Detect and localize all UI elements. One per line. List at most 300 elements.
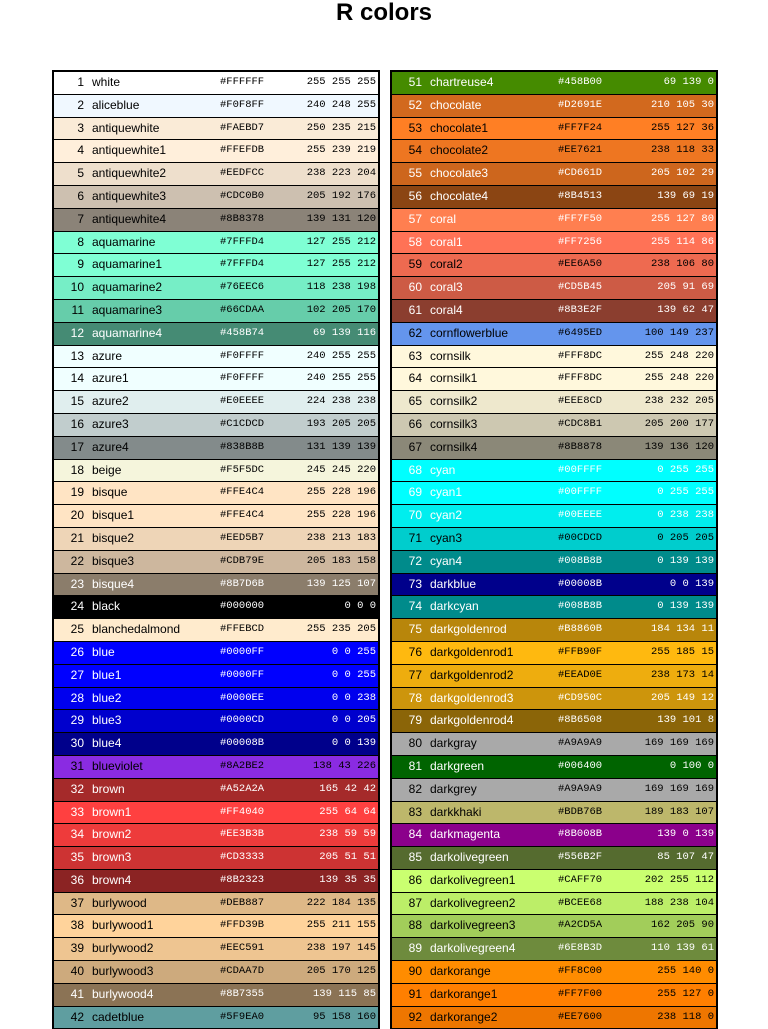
color-number: 29 — [70, 713, 84, 728]
color-hex: #CDC8B1 — [558, 417, 603, 430]
color-name: blue1 — [92, 667, 122, 682]
color-rgb: 205 149 12 — [650, 691, 714, 704]
color-hex: #76EEC6 — [220, 281, 265, 294]
color-rgb: 0 0 205 — [331, 714, 376, 727]
color-rgb: 255 127 36 — [650, 121, 714, 134]
color-row — [392, 163, 716, 185]
color-number: 34 — [70, 827, 84, 842]
color-hex: #0000FF — [220, 645, 265, 658]
color-rgb: 240 248 255 — [306, 98, 376, 111]
color-row — [392, 893, 716, 915]
color-hex: #F0FFFF — [220, 349, 265, 362]
color-rgb: 169 169 169 — [644, 737, 714, 750]
color-number: 19 — [70, 485, 84, 500]
color-hex: #FF8C00 — [558, 965, 603, 978]
color-rgb: 245 245 220 — [306, 463, 376, 476]
color-hex: #00CDCD — [558, 531, 603, 544]
color-hex: #458B00 — [558, 76, 603, 88]
color-row — [392, 779, 716, 801]
color-rgb: 255 140 0 — [657, 965, 714, 978]
color-hex: #BDB76B — [558, 805, 603, 818]
color-name: chocolate4 — [430, 188, 489, 203]
color-name: chocolate — [430, 97, 482, 112]
color-row — [392, 95, 716, 117]
color-row — [54, 574, 378, 596]
color-row — [54, 870, 378, 892]
color-number: 87 — [408, 895, 422, 910]
color-number: 55 — [408, 166, 422, 181]
color-number: 54 — [408, 143, 422, 158]
color-number: 62 — [408, 325, 422, 340]
color-number: 25 — [70, 622, 84, 637]
color-rgb: 0 205 205 — [657, 531, 714, 544]
color-number: 89 — [408, 941, 422, 956]
color-rgb: 0 0 139 — [331, 737, 376, 750]
color-name: cyan1 — [430, 485, 463, 500]
color-hex: #B8860B — [558, 623, 603, 636]
color-hex: #FF4040 — [220, 805, 265, 818]
color-rgb: 238 106 80 — [650, 258, 714, 271]
color-number: 42 — [70, 1009, 84, 1024]
color-hex: #00FFFF — [558, 486, 603, 499]
color-hex: #F0F8FF — [220, 98, 265, 111]
color-hex: #CDC0B0 — [220, 189, 265, 202]
color-row — [392, 710, 716, 732]
color-rgb: 127 255 212 — [306, 258, 376, 271]
color-hex: #EEC591 — [220, 942, 265, 955]
color-rgb: 224 238 238 — [306, 395, 376, 408]
color-name: azure1 — [92, 371, 129, 386]
color-name: aquamarine3 — [92, 302, 163, 317]
color-hex: #A52A2A — [220, 782, 265, 795]
color-rgb: 110 139 61 — [650, 942, 714, 955]
color-row — [392, 72, 716, 94]
color-name: blue — [92, 644, 115, 659]
color-number: 15 — [70, 394, 84, 409]
color-number: 26 — [70, 644, 84, 659]
color-rgb: 255 239 219 — [306, 144, 376, 157]
color-number: 73 — [408, 576, 422, 591]
color-rgb: 202 255 112 — [644, 873, 714, 886]
color-name: blue3 — [92, 713, 122, 728]
color-row — [392, 961, 716, 983]
color-rgb: 205 170 125 — [306, 965, 376, 978]
color-name: cornsilk4 — [430, 439, 478, 454]
color-number: 23 — [70, 576, 84, 591]
color-row — [392, 505, 716, 527]
color-rgb: 69 139 0 — [663, 76, 714, 88]
color-row — [54, 209, 378, 231]
color-hex: #EEDFCC — [220, 167, 265, 180]
color-name: cyan3 — [430, 530, 463, 545]
color-rgb: 0 0 238 — [331, 691, 376, 704]
color-hex: #CD3333 — [220, 851, 265, 864]
color-rgb: 118 238 198 — [306, 281, 376, 294]
color-hex: #6495ED — [558, 326, 603, 339]
color-row — [392, 300, 716, 322]
color-rgb: 193 205 205 — [306, 417, 376, 430]
color-name: antiquewhite1 — [92, 143, 167, 158]
color-rgb: 188 238 104 — [644, 896, 714, 909]
color-hex: #458B74 — [220, 326, 265, 339]
color-rgb: 139 0 139 — [657, 828, 714, 841]
color-row — [54, 323, 378, 345]
color-number: 58 — [408, 234, 422, 249]
color-row — [392, 460, 716, 482]
color-row — [54, 710, 378, 732]
color-name: aquamarine1 — [92, 257, 163, 272]
color-row — [392, 346, 716, 368]
color-name: chocolate1 — [430, 120, 489, 135]
color-name: antiquewhite — [92, 120, 160, 135]
color-name: darkolivegreen4 — [430, 941, 516, 956]
color-name: white — [92, 75, 121, 89]
color-row — [392, 323, 716, 345]
color-number: 39 — [70, 941, 84, 956]
color-row — [54, 232, 378, 254]
color-hex: #8B6508 — [558, 714, 603, 727]
color-number: 40 — [70, 964, 84, 979]
color-number: 17 — [70, 439, 84, 454]
color-number: 92 — [408, 1009, 422, 1024]
color-number: 24 — [70, 599, 84, 614]
color-hex: #66CDAA — [220, 303, 265, 316]
color-number: 9 — [77, 257, 84, 272]
color-name: coral4 — [430, 302, 463, 317]
color-hex: #C1CDCD — [220, 417, 265, 430]
color-hex: #FAEBD7 — [220, 121, 265, 134]
color-row — [54, 391, 378, 413]
color-number: 31 — [70, 758, 84, 773]
color-number: 78 — [408, 690, 422, 705]
color-name: burlywood2 — [92, 941, 154, 956]
color-rgb: 131 139 139 — [306, 440, 376, 453]
color-number: 20 — [70, 508, 84, 523]
color-row — [54, 802, 378, 824]
color-name: darkgoldenrod — [430, 622, 507, 637]
color-hex: #00008B — [558, 577, 603, 590]
color-rgb: 0 100 0 — [669, 759, 714, 772]
color-name: cornsilk3 — [430, 416, 478, 431]
color-rgb: 255 255 255 — [306, 76, 376, 88]
color-hex: #8B8878 — [558, 440, 603, 453]
color-hex: #008B8B — [558, 554, 603, 567]
color-number: 56 — [408, 188, 422, 203]
color-rgb: 0 255 255 — [657, 463, 714, 476]
color-name: coral3 — [430, 280, 463, 295]
color-hex: #0000FF — [220, 668, 265, 681]
color-rgb: 169 169 169 — [644, 782, 714, 795]
color-hex: #EE7600 — [558, 1010, 603, 1023]
color-number: 1 — [77, 75, 84, 89]
color-row — [392, 254, 716, 276]
color-hex: #006400 — [558, 759, 603, 772]
color-number: 27 — [70, 667, 84, 682]
color-rgb: 139 62 47 — [657, 303, 714, 316]
color-name: coral1 — [430, 234, 463, 249]
color-number: 35 — [70, 850, 84, 865]
color-name: brown4 — [92, 872, 132, 887]
color-number: 91 — [408, 986, 422, 1001]
color-number: 21 — [70, 530, 84, 545]
color-number: 67 — [408, 439, 422, 454]
color-name: blanchedalmond — [92, 622, 181, 637]
color-rgb: 0 0 255 — [331, 668, 376, 681]
color-row — [392, 277, 716, 299]
color-name: blue4 — [92, 736, 122, 751]
color-hex: #EED5B7 — [220, 531, 265, 544]
color-number: 18 — [70, 462, 84, 477]
color-hex: #F5F5DC — [220, 463, 265, 476]
color-row — [54, 437, 378, 459]
color-name: coral — [430, 211, 457, 226]
color-rgb: 189 183 107 — [644, 805, 714, 818]
color-hex: #7FFFD4 — [220, 258, 265, 271]
color-number: 63 — [408, 348, 422, 363]
color-hex: #8B3E2F — [558, 303, 603, 316]
color-name: brown2 — [92, 827, 132, 842]
color-table-right — [390, 70, 718, 1029]
color-rgb: 238 223 204 — [306, 167, 376, 180]
color-hex: #0000EE — [220, 691, 265, 704]
color-number: 66 — [408, 416, 422, 431]
color-number: 71 — [408, 530, 422, 545]
color-name: brown3 — [92, 850, 132, 865]
color-row — [54, 733, 378, 755]
color-row — [392, 756, 716, 778]
color-name: bisque3 — [92, 553, 135, 568]
color-row — [54, 984, 378, 1006]
color-number: 64 — [408, 371, 422, 386]
color-name: bisque2 — [92, 530, 135, 545]
color-hex: #FFE4C4 — [220, 486, 265, 499]
color-name: azure3 — [92, 416, 129, 431]
color-number: 14 — [70, 371, 84, 386]
color-name: darkolivegreen3 — [430, 918, 516, 933]
color-name: cornsilk2 — [430, 394, 478, 409]
color-hex: #FFE4C4 — [220, 509, 265, 522]
color-hex: #7FFFD4 — [220, 235, 265, 248]
color-name: aquamarine — [92, 234, 156, 249]
color-name: aquamarine4 — [92, 325, 163, 340]
color-number: 82 — [408, 781, 422, 796]
color-number: 68 — [408, 462, 422, 477]
color-hex: #D2691E — [558, 98, 603, 111]
color-number: 61 — [408, 302, 422, 317]
color-hex: #FFEFDB — [220, 144, 265, 157]
color-hex: #FFF8DC — [558, 349, 603, 362]
color-number: 4 — [77, 143, 84, 158]
color-hex: #FF7F24 — [558, 121, 603, 134]
color-row — [392, 437, 716, 459]
color-hex: #FF7256 — [558, 235, 603, 248]
color-rgb: 255 127 0 — [657, 987, 714, 1000]
color-row — [54, 1007, 378, 1029]
color-hex: #A9A9A9 — [558, 737, 603, 750]
color-name: bisque — [92, 485, 128, 500]
color-hex: #CDAA7D — [220, 965, 265, 978]
color-name: black — [92, 599, 121, 614]
color-name: blue2 — [92, 690, 122, 705]
color-rgb: 255 235 205 — [306, 623, 376, 636]
color-rgb: 205 200 177 — [644, 417, 714, 430]
color-hex: #FF7F50 — [558, 212, 603, 225]
color-rgb: 205 102 29 — [650, 167, 714, 180]
color-row — [392, 688, 716, 710]
color-number: 10 — [70, 280, 84, 295]
color-rgb: 0 139 139 — [657, 554, 714, 567]
color-number: 72 — [408, 553, 422, 568]
color-rgb: 205 192 176 — [306, 189, 376, 202]
color-rgb: 205 51 51 — [319, 851, 376, 864]
color-number: 38 — [70, 918, 84, 933]
color-row — [54, 596, 378, 618]
color-number: 59 — [408, 257, 422, 272]
color-name: darkkhaki — [430, 804, 482, 819]
color-hex: #CAFF70 — [558, 873, 603, 886]
color-row — [392, 140, 716, 162]
color-hex: #FFB90F — [558, 645, 603, 658]
color-number: 75 — [408, 622, 422, 637]
color-name: antiquewhite2 — [92, 166, 167, 181]
color-number: 36 — [70, 872, 84, 887]
color-number: 86 — [408, 872, 422, 887]
color-rgb: 162 205 90 — [650, 919, 714, 932]
color-name: burlywood4 — [92, 986, 154, 1001]
color-number: 33 — [70, 804, 84, 819]
color-rgb: 95 158 160 — [312, 1010, 376, 1023]
color-hex: #8B2323 — [220, 873, 265, 886]
color-number: 52 — [408, 97, 422, 112]
color-rgb: 139 136 120 — [644, 440, 714, 453]
color-hex: #00008B — [220, 737, 265, 750]
color-number: 5 — [77, 166, 84, 181]
color-hex: #0000CD — [220, 714, 265, 727]
page-title: R colors — [335, 0, 433, 26]
color-number: 79 — [408, 713, 422, 728]
color-row — [54, 163, 378, 185]
color-rgb: 165 42 42 — [319, 782, 376, 795]
color-rgb: 0 238 238 — [657, 509, 714, 522]
color-name: darkolivegreen — [430, 850, 509, 865]
color-rgb: 85 107 47 — [657, 851, 714, 864]
color-name: antiquewhite4 — [92, 211, 167, 226]
color-rgb: 184 134 11 — [650, 623, 714, 636]
color-number: 6 — [77, 188, 84, 203]
color-row — [392, 368, 716, 390]
color-row — [54, 277, 378, 299]
color-rgb: 139 35 35 — [319, 873, 376, 886]
color-hex: #8A2BE2 — [220, 759, 265, 772]
color-row — [54, 460, 378, 482]
color-row — [392, 802, 716, 824]
color-name: chocolate3 — [430, 166, 489, 181]
color-row — [392, 596, 716, 618]
color-rgb: 238 59 59 — [319, 828, 376, 841]
color-rgb: 222 184 135 — [306, 896, 376, 909]
color-number: 28 — [70, 690, 84, 705]
color-rgb: 205 91 69 — [657, 281, 714, 294]
color-rgb: 255 64 64 — [319, 805, 376, 818]
color-number: 90 — [408, 964, 422, 979]
color-name: darkblue — [430, 576, 477, 591]
color-hex: #8B7355 — [220, 987, 265, 1000]
color-row — [392, 209, 716, 231]
color-hex: #FFEBCD — [220, 623, 265, 636]
color-name: darkgreen — [430, 758, 485, 773]
color-row — [392, 482, 716, 504]
color-number: 77 — [408, 667, 422, 682]
color-rgb: 139 131 120 — [306, 212, 376, 225]
color-rgb: 255 248 220 — [644, 372, 714, 385]
color-row — [54, 528, 378, 550]
color-rgb: 0 0 0 — [344, 600, 376, 613]
color-rgb: 238 197 145 — [306, 942, 376, 955]
color-hex: #FFD39B — [220, 919, 265, 932]
color-row — [392, 915, 716, 937]
color-name: cornsilk1 — [430, 371, 478, 386]
color-number: 13 — [70, 348, 84, 363]
color-row — [392, 574, 716, 596]
color-name: azure2 — [92, 394, 129, 409]
color-row — [392, 186, 716, 208]
color-number: 51 — [408, 75, 422, 89]
color-row — [54, 300, 378, 322]
color-number: 53 — [408, 120, 422, 135]
color-rgb: 238 232 205 — [644, 395, 714, 408]
color-number: 76 — [408, 644, 422, 659]
color-row — [392, 938, 716, 960]
color-name: bisque4 — [92, 576, 135, 591]
color-hex: #DEB887 — [220, 896, 265, 909]
color-row — [54, 779, 378, 801]
color-number: 12 — [70, 325, 84, 340]
color-name: chocolate2 — [430, 143, 489, 158]
color-row — [54, 72, 378, 94]
color-number: 83 — [408, 804, 422, 819]
color-row — [54, 642, 378, 664]
color-row — [54, 756, 378, 778]
color-rgb: 139 101 8 — [657, 714, 714, 727]
color-row — [392, 414, 716, 436]
color-number: 74 — [408, 599, 422, 614]
color-rgb: 139 115 85 — [312, 987, 376, 1000]
color-name: darkorange — [430, 964, 491, 979]
color-rgb: 238 118 0 — [657, 1010, 714, 1023]
color-rgb: 0 0 255 — [331, 645, 376, 658]
color-rgb: 210 105 30 — [650, 98, 714, 111]
color-name: darkorange2 — [430, 1009, 498, 1024]
color-rgb: 0 255 255 — [657, 486, 714, 499]
color-number: 88 — [408, 918, 422, 933]
color-name: chartreuse4 — [430, 75, 494, 89]
color-row — [54, 505, 378, 527]
color-name: antiquewhite3 — [92, 188, 167, 203]
color-row — [54, 619, 378, 641]
color-number: 32 — [70, 781, 84, 796]
color-name: azure4 — [92, 439, 129, 454]
color-row — [54, 186, 378, 208]
color-hex: #8B7D6B — [220, 577, 265, 590]
color-number: 2 — [77, 97, 84, 112]
color-hex: #BCEE68 — [558, 896, 603, 909]
color-number: 85 — [408, 850, 422, 865]
color-row — [54, 847, 378, 869]
color-rgb: 0 0 139 — [669, 577, 714, 590]
color-row — [392, 733, 716, 755]
color-rgb: 138 43 226 — [312, 759, 376, 772]
color-name: burlywood3 — [92, 964, 154, 979]
